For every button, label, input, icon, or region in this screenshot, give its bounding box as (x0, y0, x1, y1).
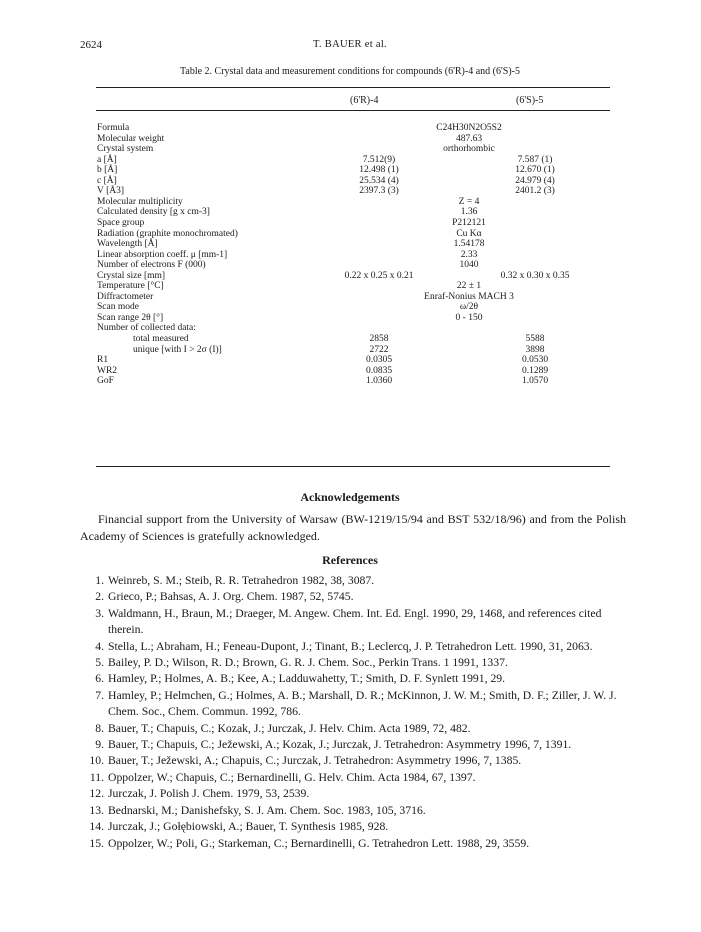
table-row (97, 165, 609, 176)
row-label: Scan range 2θ [°] (97, 312, 164, 323)
table-row (97, 281, 609, 292)
row-label: Wavelength [Å] (97, 239, 158, 250)
reference-number: 3. (95, 606, 104, 620)
row-label: Formula (97, 123, 130, 133)
table-row (97, 376, 609, 387)
row-label: V [Å3] (97, 186, 125, 197)
reference-item (80, 671, 626, 687)
row-value-6R-4: 0.22 x 0.25 x 0.21 (344, 270, 414, 281)
reference-number: 2. (95, 590, 104, 604)
table-row (97, 176, 609, 187)
row-label: R1 (97, 355, 109, 366)
reference-number: 11. (89, 770, 104, 784)
table-row (97, 323, 609, 334)
reference-text: Oppolzer, W.; Poli, G.; Starkeman, C.; Bernardinelli, G. Tetrahedron Lett. 1988, 29, 3559. (108, 836, 530, 850)
table-row (97, 366, 609, 377)
row-label: unique [with I > 2σ (I)] (133, 344, 222, 355)
row-value-6R-4: 1.0360 (365, 376, 393, 387)
row-common-value: 0 - 150 (455, 312, 483, 323)
row-value-6R-4: 0.0835 (365, 365, 393, 376)
reference-item (80, 753, 626, 769)
reference-item (80, 770, 626, 786)
reference-text: Grieco, P.; Bahsas, A. J. Org. Chem. 1987, 52, 5745. (108, 590, 354, 604)
row-label: Number of electrons F (000) (97, 260, 206, 271)
reference-item (80, 803, 626, 819)
row-common-value: 1040 (459, 260, 479, 271)
row-label: GoF (97, 376, 114, 387)
row-common-value: 1.36 (460, 207, 478, 218)
reference-text: Hamley, P.; Helmchen, G.; Holmes, A. B.; Marshall, D. R.; McKinnon, J. W. M.; Smith, D. F.; Ziller, J. W. J. Chem. Soc., Chem. Commun. 1992, 786. (108, 688, 617, 719)
table-row (97, 123, 609, 134)
row-value-6R-4: 2722 (369, 344, 389, 355)
reference-number: 4. (95, 639, 104, 653)
table-row (97, 134, 609, 145)
row-value-6S-5: 3898 (525, 344, 545, 355)
row-value-6S-5: 5588 (525, 334, 545, 344)
table-row (97, 186, 609, 197)
reference-item (80, 721, 626, 737)
running-head (80, 39, 620, 55)
reference-text: Bauer, T.; Chapuis, C.; Ježewski, A.; Kozak, J.; Jurczak, J. Tetrahedron: Asymmetry 1996, 7, 1391. (108, 738, 572, 752)
table-row (97, 239, 609, 250)
table-row (97, 313, 609, 324)
row-value-6R-4: 2858 (369, 334, 389, 344)
reference-number: 14. (89, 820, 104, 834)
row-value-6R-4: 12.498 (1) (359, 165, 399, 176)
table-row (97, 302, 609, 313)
row-common-value: 1.54178 (453, 239, 485, 250)
row-common-value: Cu Kα (456, 228, 482, 239)
row-common-value: 487.63 (455, 133, 483, 144)
row-label: c [Å] (97, 175, 117, 186)
reference-text: Bauer, T.; Ježewski, A.; Chapuis, C.; Jurczak, J. Tetrahedron: Asymmetry 1996, 7, 1385. (108, 754, 522, 768)
reference-item (80, 836, 626, 852)
row-common-value: P212121 (452, 217, 486, 228)
acknowledgements-text: Financial support from the University of Warsaw (BW-1219/15/94 and BST 532/18/96) and from the Polish Academy of Sciences is gratefully acknowledged. (80, 512, 626, 543)
reference-text: Waldmann, H., Braun, M.; Draeger, M. Angew. Chem. Int. Ed. Engl. 1990, 29, 1468, and references cited therein. (108, 606, 602, 637)
row-common-value: C24H30N2O5S2 (436, 123, 502, 133)
row-label: b [Å] (97, 165, 118, 176)
row-common-value: 2.33 (460, 249, 478, 260)
reference-text: Jurczak, J. Polish J. Chem. 1979, 53, 2539. (108, 787, 310, 801)
reference-text: Bailey, P. D.; Wilson, R. D.; Brown, G. R. J. Chem. Soc., Perkin Trans. 1 1991, 1337. (108, 656, 508, 670)
row-label: WR2 (97, 365, 118, 376)
row-value-6R-4: 7.512(9) (362, 154, 396, 165)
reference-number: 5. (95, 656, 104, 670)
reference-item (80, 655, 626, 671)
reference-text: Oppolzer, W.; Chapuis, C.; Bernardinelli, G. Helv. Chim. Acta 1984, 67, 1397. (108, 770, 476, 784)
reference-text: Bednarski, M.; Danishefsky, S. J. Am. Chem. Soc. 1983, 105, 3716. (108, 803, 426, 817)
row-value-6R-4: 2397.3 (3) (359, 186, 399, 197)
reference-text: Jurczak, J.; Gołębiowski, A.; Bauer, T. Synthesis 1985, 928. (108, 820, 389, 834)
table-row (97, 292, 609, 303)
reference-number: 8. (95, 721, 104, 735)
table-row (97, 355, 609, 366)
table-row (97, 250, 609, 261)
column-header-6R-4: (6'R)-4 (350, 95, 379, 106)
reference-number: 7. (95, 688, 104, 702)
row-label: Diffractometer (97, 291, 154, 302)
row-value-6S-5: 0.0530 (521, 355, 549, 366)
reference-item (80, 819, 626, 835)
row-label: Temperature [°C] (97, 281, 164, 292)
running-authors: T. BAUER et al. (312, 39, 387, 50)
reference-item (80, 639, 626, 655)
reference-number: 6. (95, 672, 104, 686)
reference-text: Weinreb, S. M.; Steib, R. R. Tetrahedron 1982, 38, 3087. (108, 574, 375, 587)
table-top-rule (96, 87, 610, 88)
row-common-value: ω/2θ (459, 302, 479, 313)
row-label: Scan mode (97, 302, 139, 313)
reference-text: Hamley, P.; Holmes, A. B.; Kee, A.; Ladduwahetty, T.; Smith, D. F. Synlett 1991, 29. (108, 672, 506, 686)
row-label: Molecular multiplicity (97, 196, 183, 207)
row-value-6S-5: 7.587 (1) (517, 154, 553, 165)
table-header-rule (96, 110, 610, 111)
reference-item (80, 737, 626, 753)
row-value-6S-5: 0.1289 (521, 365, 549, 376)
references-list (80, 573, 626, 852)
row-common-value: Enraf-Nonius MACH 3 (424, 291, 514, 302)
reference-item (80, 786, 626, 802)
table-bottom-rule (96, 466, 610, 467)
row-label: total measured (133, 334, 189, 344)
table-row (97, 271, 609, 282)
reference-number: 1. (95, 574, 104, 587)
row-label: Crystal system (97, 144, 154, 155)
row-label: Number of collected data: (97, 323, 196, 334)
reference-number: 12. (89, 787, 104, 801)
table-row (97, 260, 609, 271)
reference-number: 10. (89, 754, 104, 768)
row-label: Calculated density [g x cm-3] (97, 207, 210, 218)
table-row (97, 229, 609, 240)
row-value-6S-5: 12.670 (1) (515, 165, 555, 176)
reference-number: 9. (95, 738, 104, 752)
reference-item (80, 688, 626, 721)
table-row (97, 345, 609, 356)
table-row (97, 218, 609, 229)
table-row (97, 334, 609, 345)
column-header-6S-5: (6'S)-5 (516, 95, 544, 106)
table-row (97, 197, 609, 208)
row-label: Radiation (graphite monochromated) (97, 228, 238, 239)
row-value-6R-4: 0.0305 (365, 355, 393, 366)
page-number: 2624 (80, 39, 102, 51)
table-row (97, 207, 609, 218)
row-label: a [Å] (97, 154, 117, 165)
row-common-value: orthorhombic (443, 144, 495, 155)
row-common-value: 22 ± 1 (456, 281, 482, 292)
row-label: Linear absorption coeff. μ [mm-1] (97, 249, 228, 260)
acknowledgements-heading: Acknowledgements (300, 490, 400, 504)
reference-item (80, 589, 626, 605)
row-value-6R-4: 25.534 (4) (359, 175, 399, 186)
row-value-6S-5: 1.0570 (521, 376, 549, 387)
reference-text: Stella, L.; Abraham, H.; Feneau-Dupont, J.; Tinant, B.; Leclercq, J. P. Tetrahedron Lett. 1990, 31, 2063. (108, 639, 593, 653)
references-heading: References (322, 553, 378, 567)
row-label: Crystal size [mm] (97, 270, 166, 281)
table-caption: Table 2. Crystal data and measurement conditions for compounds (6'R)-4 and (6'S)-5 (179, 66, 521, 77)
table-row (97, 144, 609, 155)
row-value-6S-5: 24.979 (4) (515, 175, 555, 186)
row-value-6S-5: 2401.2 (3) (515, 186, 555, 197)
table-row (97, 155, 609, 166)
row-label: Space group (97, 217, 145, 228)
reference-text: Bauer, T.; Chapuis, C.; Kozak, J.; Jurczak, J. Helv. Chim. Acta 1989, 72, 482. (108, 721, 471, 735)
reference-item (80, 606, 626, 639)
row-label: Molecular weight (97, 133, 165, 144)
reference-number: 13. (89, 803, 104, 817)
reference-item (80, 573, 626, 589)
reference-number: 15. (89, 836, 104, 850)
row-value-6S-5: 0.32 x 0.30 x 0.35 (500, 270, 570, 281)
row-common-value: Z = 4 (458, 196, 480, 207)
